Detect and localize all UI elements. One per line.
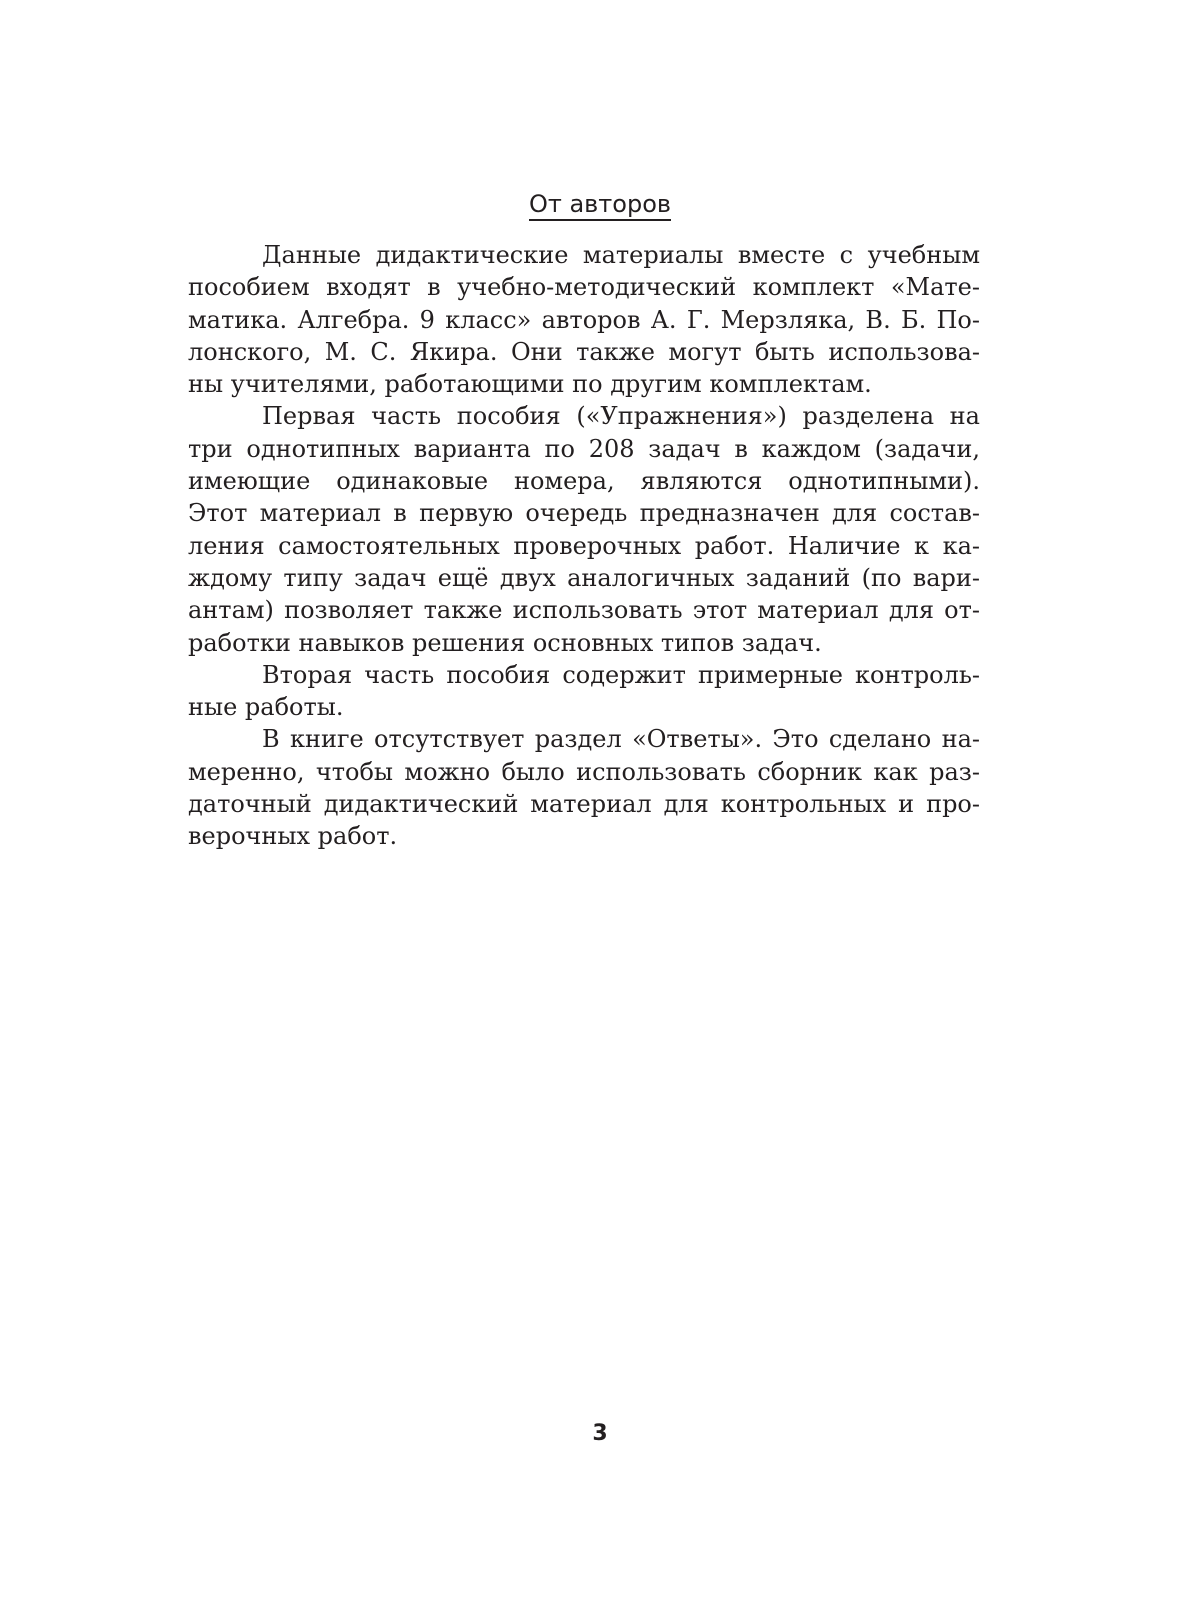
- paragraph-line: Данные дидактические материалы вместе с учебным: [262, 241, 980, 269]
- page-number: 3: [592, 1421, 608, 1446]
- section-heading: [0, 188, 1200, 220]
- paragraph-line: Вторая часть пособия содержит примерные контроль-: [262, 660, 980, 689]
- section-heading-text: От авторов: [529, 190, 671, 221]
- paragraph-3: [188, 659, 980, 724]
- paragraph-2: [188, 400, 980, 658]
- body-text: [188, 239, 980, 853]
- paragraph-line: верочных работ.: [188, 822, 398, 851]
- paragraph-line: антам) позволяет также использовать этот материал для от-: [188, 596, 980, 625]
- paragraph-line: ждому типу задач ещё двух аналогичных заданий (по вари-: [188, 563, 980, 592]
- paragraph-line: Первая часть пособия («Упражнения») разделена на: [262, 402, 980, 431]
- paragraph-line: работки навыков решения основных типов задач.: [188, 628, 822, 657]
- paragraph-line: меренно, чтобы можно было использовать сборник как раз-: [188, 757, 980, 786]
- paragraph-line: три однотипных варианта по 208 задач в каждом (задачи,: [188, 434, 980, 463]
- paragraph-line: В книге отсутствует раздел «Ответы». Это сделано на-: [262, 725, 980, 754]
- paragraph-line: даточный дидактический материал для контрольных и про-: [188, 790, 980, 819]
- paragraph-line: матика. Алгебра. 9 класс» авторов А. Г. Мерзляка, В. Б. По-: [188, 305, 980, 334]
- paragraph-line: имеющие одинаковые номера, являются однотипными).: [188, 467, 980, 496]
- paragraph-line: Этот материал в первую очередь предназначен для состав-: [188, 499, 980, 528]
- paragraph-4: [188, 723, 980, 852]
- paragraph-1: [188, 239, 980, 400]
- paragraph-line: пособием входят в учебно-методический комплект «Мате-: [188, 273, 980, 302]
- paragraph-line: ления самостоятельных проверочных работ. Наличие к ка-: [188, 531, 980, 560]
- paragraph-line: ные работы.: [188, 693, 344, 722]
- paragraph-line: лонского, М. С. Якира. Они также могут быть использова-: [188, 337, 980, 366]
- paragraph-line: ны учителями, работающими по другим комплектам.: [188, 370, 872, 399]
